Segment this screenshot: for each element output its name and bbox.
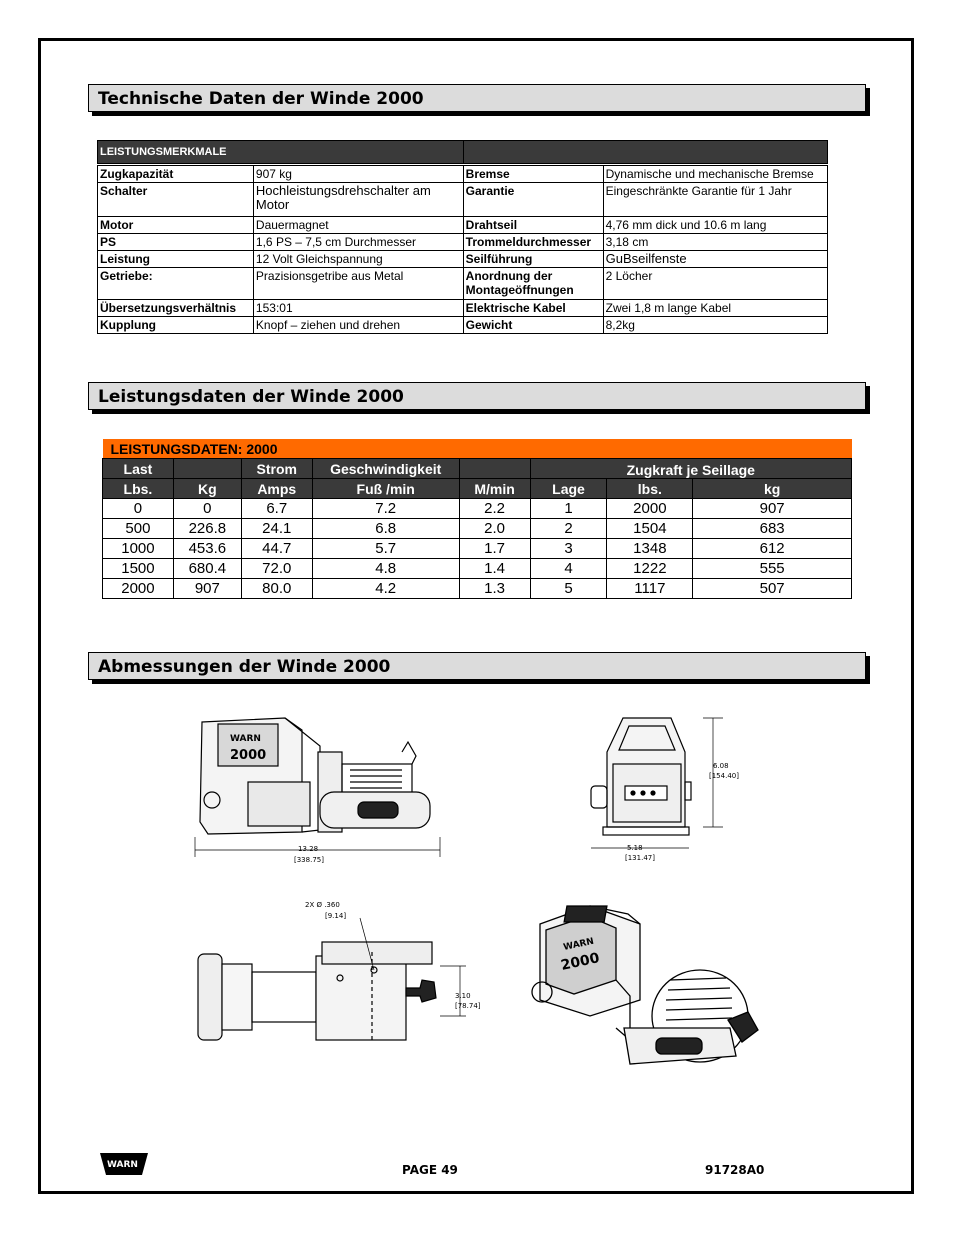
table-row — [98, 251, 828, 268]
dim-mount-mm: [78.74] — [455, 1002, 481, 1010]
table-row — [103, 519, 852, 539]
spec-value: Zwei 1,8 m lange Kabel — [603, 300, 827, 317]
winch-front-view-drawing — [585, 712, 745, 867]
cell: 226.8 — [173, 519, 241, 539]
winch-perspective-drawing — [520, 900, 770, 1085]
winch-side-view-drawing — [190, 712, 445, 867]
spec-value: Prazisionsgetribe aus Metal — [253, 268, 463, 300]
cell: 24.1 — [241, 519, 312, 539]
cell: 5 — [530, 579, 607, 599]
spec-key: PS — [98, 234, 254, 251]
spec-key: Leistung — [98, 251, 254, 268]
table-row — [98, 317, 828, 334]
cell: 507 — [693, 579, 852, 599]
specs-table — [97, 140, 828, 334]
spec-value: 4,76 mm dick und 10.6 m lang — [603, 217, 827, 234]
cell: 5.7 — [312, 539, 459, 559]
cell: 44.7 — [241, 539, 312, 559]
cell: 907 — [693, 499, 852, 519]
cell: 500 — [103, 519, 174, 539]
spec-key: Garantie — [463, 183, 603, 217]
header-amps: Amps — [241, 479, 312, 499]
perf-header-row-2 — [103, 479, 852, 499]
perf-header-row-1 — [103, 459, 852, 479]
header-last: Last — [103, 459, 174, 479]
cell: 1500 — [103, 559, 174, 579]
section-title: Abmessungen der Winde 2000 — [98, 657, 391, 677]
logo-text: WARN — [107, 1160, 138, 1170]
specs-header-row — [98, 141, 828, 164]
table-row — [98, 234, 828, 251]
table-row — [103, 559, 852, 579]
section-title: Leistungsdaten der Winde 2000 — [98, 387, 404, 407]
cell: 0 — [173, 499, 241, 519]
spec-key: Elektrische Kabel — [463, 300, 603, 317]
dim-mount: 3.10 — [455, 992, 471, 1000]
cell: 7.2 — [312, 499, 459, 519]
cell: 680.4 — [173, 559, 241, 579]
spec-value: 907 kg — [253, 166, 463, 183]
header-lbs-layer: lbs. — [607, 479, 693, 499]
cell: 1.3 — [459, 579, 530, 599]
dim-width: 13.28 — [298, 845, 319, 853]
cell: 1.4 — [459, 559, 530, 579]
header-blank — [173, 459, 241, 479]
spec-key: Gewicht — [463, 317, 603, 334]
perf-title-row — [103, 439, 852, 459]
dim-width-mm: [338.75] — [294, 856, 324, 864]
table-row — [98, 268, 828, 300]
cell: 1.7 — [459, 539, 530, 559]
section-header-tech — [88, 84, 866, 112]
cell: 6.7 — [241, 499, 312, 519]
spec-value: 3,18 cm — [603, 234, 827, 251]
dim-depth-mm: [131.47] — [625, 854, 655, 862]
spec-value: Dynamische und mechanische Bremse — [603, 166, 827, 183]
section-header-perf — [88, 382, 866, 410]
spec-value: Knopf – ziehen und drehen — [253, 317, 463, 334]
cell: 453.6 — [173, 539, 241, 559]
header-strom: Strom — [241, 459, 312, 479]
spec-key: Übersetzungsverhältnis — [98, 300, 254, 317]
specs-header: LEISTUNGSMERKMALE — [98, 141, 464, 164]
header-zugkraft: Zugkraft je Seillage — [530, 459, 851, 479]
section-header-dims — [88, 652, 866, 680]
cell: 2000 — [607, 499, 693, 519]
table-row — [98, 183, 828, 217]
brand-label: WARN — [562, 936, 595, 953]
header-geschwindigkeit: Geschwindigkeit — [312, 459, 459, 479]
cell: 2.0 — [459, 519, 530, 539]
spec-value: GuBseilfenste — [603, 251, 827, 268]
spec-key: Getriebe: — [98, 268, 254, 300]
cell: 1 — [530, 499, 607, 519]
cell: 2 — [530, 519, 607, 539]
cell: 1504 — [607, 519, 693, 539]
dim-height: 6.08 — [713, 762, 729, 770]
cell: 4.8 — [312, 559, 459, 579]
warn-logo — [98, 1151, 150, 1177]
spec-value: Dauermagnet — [253, 217, 463, 234]
spec-key: Trommeldurchmesser — [463, 234, 603, 251]
spec-key: Bremse — [463, 166, 603, 183]
spec-value: Hochleistungsdrehschalter am Motor — [253, 183, 463, 217]
spec-value: 2 Löcher — [603, 268, 827, 300]
cell: 683 — [693, 519, 852, 539]
dim-hole: 2X Ø .360 — [305, 901, 340, 909]
spec-value: Eingeschränkte Garantie für 1 Jahr — [603, 183, 827, 217]
spec-key: Seilführung — [463, 251, 603, 268]
header-kg-layer: kg — [693, 479, 852, 499]
table-row — [98, 300, 828, 317]
spec-key: Drahtseil — [463, 217, 603, 234]
table-row — [103, 539, 852, 559]
brand-label: WARN — [230, 734, 261, 744]
header-fuss-min: Fuß /min — [312, 479, 459, 499]
model-label: 2000 — [559, 950, 601, 974]
cell: 907 — [173, 579, 241, 599]
spec-key: Schalter — [98, 183, 254, 217]
document-code: 91728A0 — [705, 1163, 765, 1177]
cell: 6.8 — [312, 519, 459, 539]
header-kg: Kg — [173, 479, 241, 499]
specs-header-blank — [463, 141, 827, 164]
table-row — [98, 166, 828, 183]
spec-key: Kupplung — [98, 317, 254, 334]
cell: 2000 — [103, 579, 174, 599]
cell: 80.0 — [241, 579, 312, 599]
cell: 555 — [693, 559, 852, 579]
cell: 3 — [530, 539, 607, 559]
header-blank — [459, 459, 530, 479]
dim-depth: 5.18 — [627, 844, 643, 852]
page-number: PAGE 49 — [402, 1163, 458, 1177]
cell: 2.2 — [459, 499, 530, 519]
cell: 1222 — [607, 559, 693, 579]
winch-top-view-drawing — [190, 892, 485, 1067]
table-row — [103, 579, 852, 599]
dim-hole-mm: [9.14] — [325, 912, 347, 920]
cell: 1117 — [607, 579, 693, 599]
performance-table — [102, 439, 852, 599]
model-label: 2000 — [230, 748, 267, 763]
cell: 4 — [530, 559, 607, 579]
spec-key: Anordnung der Montageöffnungen — [463, 268, 603, 300]
spec-value: 1,6 PS – 7,5 cm Durchmesser — [253, 234, 463, 251]
spec-value: 8,2kg — [603, 317, 827, 334]
table-row — [98, 217, 828, 234]
spec-key: Zugkapazität — [98, 166, 254, 183]
cell: 72.0 — [241, 559, 312, 579]
table-row — [103, 499, 852, 519]
header-lbs: Lbs. — [103, 479, 174, 499]
header-m-min: M/min — [459, 479, 530, 499]
section-title: Technische Daten der Winde 2000 — [98, 89, 424, 109]
spec-value: 153:01 — [253, 300, 463, 317]
cell: 1000 — [103, 539, 174, 559]
cell: 4.2 — [312, 579, 459, 599]
spec-value: 12 Volt Gleichspannung — [253, 251, 463, 268]
perf-title: LEISTUNGSDATEN: 2000 — [103, 439, 852, 459]
header-lage: Lage — [530, 479, 607, 499]
cell: 1348 — [607, 539, 693, 559]
spec-key: Motor — [98, 217, 254, 234]
cell: 612 — [693, 539, 852, 559]
dim-height-mm: [154.40] — [709, 772, 739, 780]
cell: 0 — [103, 499, 174, 519]
